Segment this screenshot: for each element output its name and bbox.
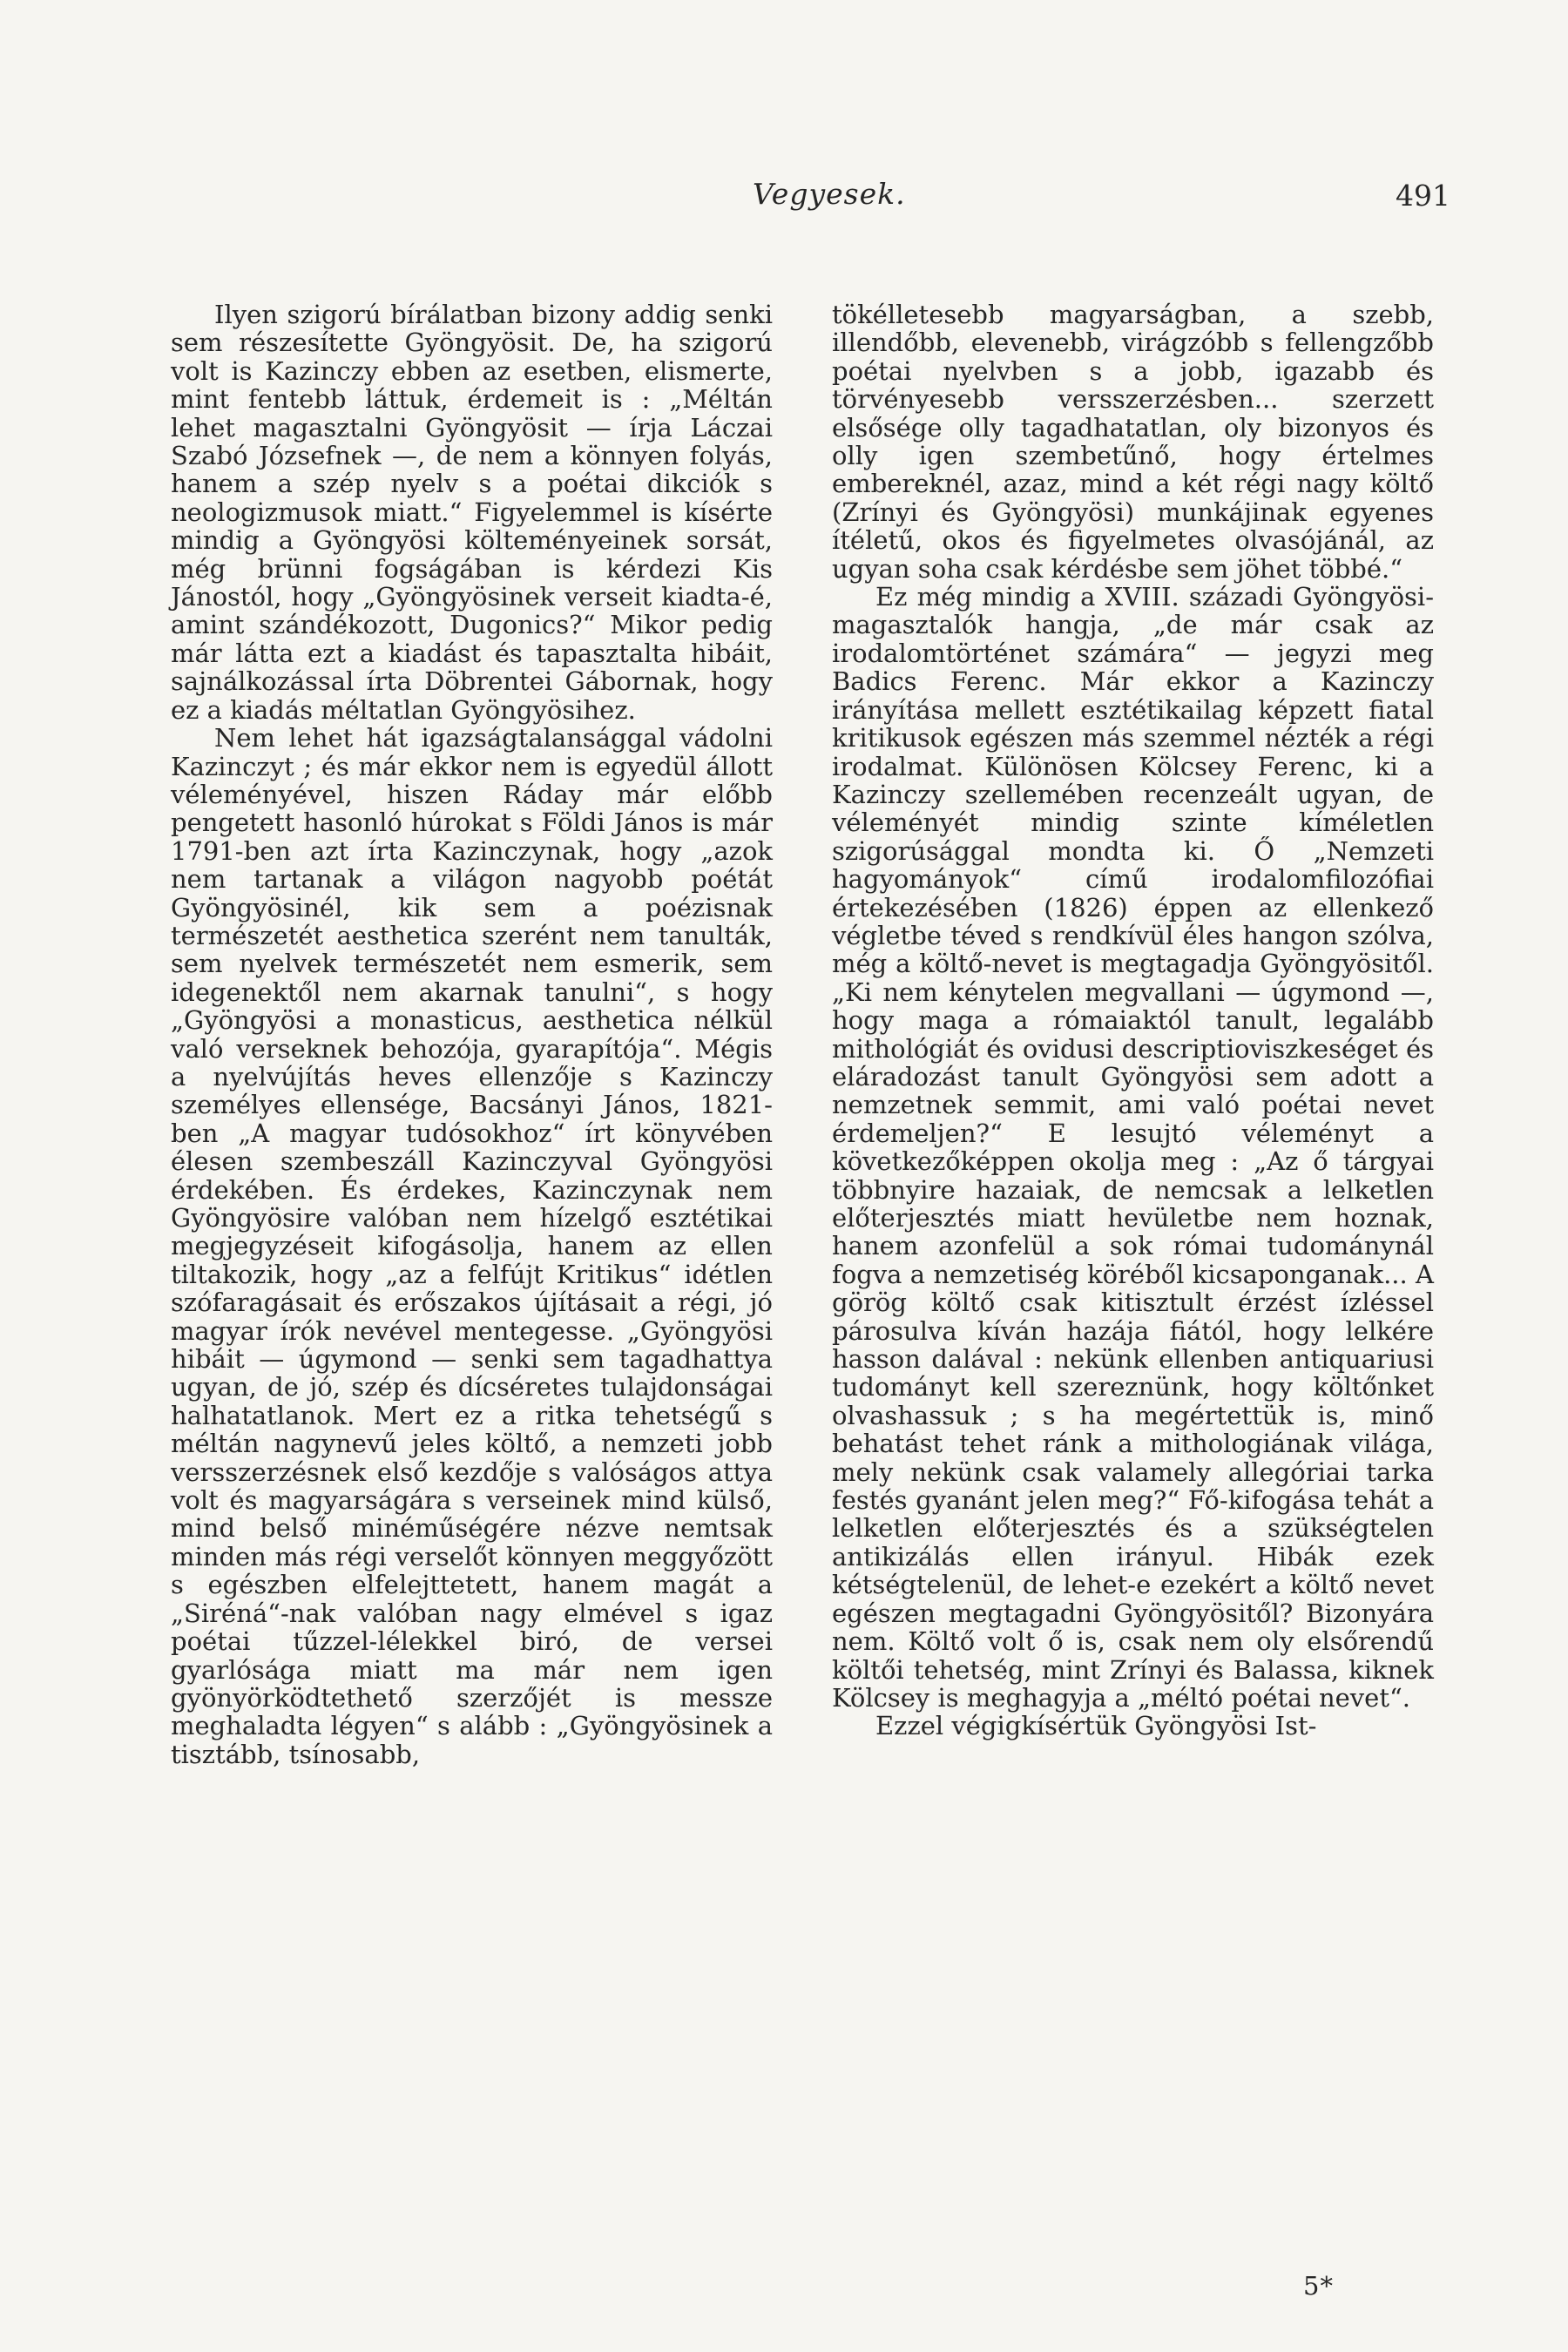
- right-column: [832, 301, 1434, 1740]
- left-column: [171, 301, 773, 1768]
- printer-signature-mark: 5*: [1303, 2271, 1334, 2301]
- page-number: 491: [1396, 179, 1450, 213]
- paragraph: Nem lehet hát igazságtalansággal vádolni Kazinczyt ; és már ekkor nem is egyedül állott véleményével, hiszen Ráday már előbb pengetett hasonló húrokat s Földi János is már 1791-ben azt írta Kazinczynak, hogy „azok nem tartanak a világon nagyobb poétát Gyöngyösinél, kik sem a poézisnak természetét aesthetica szerént nem tanulták, sem nyelvek természetét nem esmerik, sem idegenektől nem akarnak tanulni“, s hogy „Gyöngyösi a monasticus, aesthetica nélkül való verseknek behozója, gyarapítója“. Mégis a nyelvújítás heves ellenzője s Kazinczy személyes ellensége, Bacsányi János, 1821-ben „A magyar tudósokhoz“ írt könyvében élesen szembeszáll Kazinczyval Gyöngyösi érdekében. És érdekes, Kazinczynak nem Gyöngyösire valóban nem hízelgő esztétikai megjegyzéseit kifogásolja, hanem az ellen tiltakozik, hogy „az a felfújt Kritikus“ idétlen szófaragásait és erőszakos újításait a régi, jó magyar írók nevével mentegesse. „Gyöngyösi hibáit — úgymond — senki sem tagadhattya ugyan, de jó, szép és dícséretes tulajdonságai halhatatlanok. Mert ez a ritka tehetségű s méltán nagynevű jeles költő, a nemzeti jobb versszerzésnek első kezdője s valóságos attya volt és magyarságára s verseinek mind külső, mind belső minéműségére nézve nemtsak minden más régi verselőt könnyen meggyőzött s egészben elfelejttetett, hanem magát a „Siréná“-nak valóban nagy elmével s igaz poétai tűzzel-lélekkel biró, de versei gyarlósága miatt ma már nem igen gyönyörködtethető szerzőjét is messze meghaladta légyen“ s alább : „Gyöngyösinek a tisztább, tsínosabb,: [171, 723, 773, 1769]
- paragraph-continued: tökélletesebb magyarságban, a szebb, illendőbb, elevenebb, virágzóbb s fellengzőbb poétai nyelvben s a jobb, igazabb és törvényesebb versszerzésben... szerzett elsősége olly tagadhatatlan, oly bizonyos és olly igen szembetűnő, hogy értelmes embereknél, azaz, mind a két régi nagy költő (Zrínyi és Gyöngyösi) munkájinak egyenes ítéletű, okos és figyelmetes olvasójánál, az ugyan soha csak kérdésbe sem jöhet többé.“: [832, 300, 1434, 584]
- paragraph: Ezzel végigkísértük Gyöngyösi Ist-: [875, 1711, 1317, 1741]
- paragraph: Ez még mindig a XVIII. századi Gyöngyösi-magasztalók hangja, „de már csak az irodalomtörténet számára“ — jegyzi meg Badics Ferenc. Már ekkor a Kazinczy irányítása mellett esztétikailag képzett fiatal kritikusok egészen más szemmel nézték a régi irodalmat. Különösen Kölcsey Ferenc, ki a Kazinczy szellemében recenzeált ugyan, de véleményét mindig szinte kíméletlen szigorúsággal mondta ki. Ő „Nemzeti hagyományok“ című irodalomfilozófiai értekezésében (1826) éppen az ellenkező végletbe téved s rendkívül éles hangon szólva, még a költő-nevet is megtagadja Gyöngyösitől. „Ki nem kénytelen megvallani — úgymond —, hogy maga a rómaiaktól tanult, legalább mithológiát és ovidusi descriptioviszkeséget és eláradozást tanult Gyöngyösi sem adott a nemzetnek semmit, ami való poétai nevet érdemeljen?“ E lesujtó véleményt a következőképpen okolja meg : „Az ő tárgyai többnyire hazaiak, de nemcsak a lelketlen előterjesztés miatt hevületbe nem hoznak, hanem azonfelül a sok római tudománynál fogva a nemzetiség köréből kicsaponganak... A görög költő csak kitisztult érzést ízléssel párosulva kíván hazája fiától, hogy lelkére hasson dalával : nekünk ellenben antiquariusi tudományt kell szereznünk, hogy költőnket olvashassuk ; s ha megértettük is, minő behatást tehet ránk a mithologiának világa, mely nekünk csak valamely allegóriai tarka festés gyanánt jelen meg?“ Fő-kifogása tehát a lelketlen előterjesztés és a szükségtelen antikizálás ellen irányul. Hibák ezek kétségtelenül, de lehet-e ezekért a költő nevet egészen megtagadni Gyöngyösitől? Bizonyára nem. Költő volt ő is, csak nem oly elsőrendű költői tehetség, mint Zrínyi és Balassa, kiknek Kölcsey is meghagyja a „méltó poétai nevet“.: [832, 582, 1434, 1713]
- running-header-title: Vegyesek.: [753, 177, 906, 211]
- paragraph: Ilyen szigorú bírálatban bizony addig senki sem részesítette Gyöngyösit. De, ha szigorú volt is Kazinczy ebben az esetben, elismerte, mint fentebb láttuk, érdemeit is : „Méltán lehet magasztalni Gyöngyösit — írja Láczai Szabó Józsefnek —, de nem a könnyen folyás, hanem a szép nyelv s a poétai dikciók s neologizmusok miatt.“ Figyelemmel is kísérte mindig a Gyöngyösi költeményeinek sorsát, még brünni fogságában is kérdezi Kis Jánostól, hogy „Gyöngyösinek verseit kiadta-é, amint szándékozott, Dugonics?“ Mikor pedig már látta ezt a kiadást és tapasztalta hibáit, sajnálkozással írta Döbrentei Gábornak, hogy ez a kiadás méltatlan Gyöngyösihez.: [171, 300, 773, 725]
